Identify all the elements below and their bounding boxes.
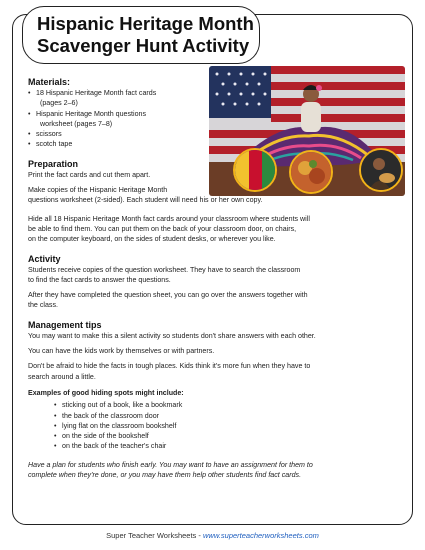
materials-heading: Materials: xyxy=(28,77,71,87)
list-item: • Hispanic Heritage Month questions worksheet (pages 7–8) xyxy=(28,109,400,130)
list-item: • scissors xyxy=(28,129,400,139)
activity-paragraph: After they have completed the question sheet, you can go over the answers together with the class. xyxy=(28,291,308,310)
preparation-paragraph: Hide all 18 Hispanic Heritage Month fact cards around your classroom where students will be able to find them. You can put them on the back of your classroom door, on chairs, on the computer keyboard, on the sides of student desks, or wherever you like. xyxy=(28,214,310,244)
list-item: • sticking out of a book, like a bookmark xyxy=(54,400,400,410)
preparation-paragraph: Make copies of the Hispanic Heritage Month questions worksheet (2-sided). Each student will need his or her own copy. xyxy=(28,186,263,205)
list-item: • 18 Hispanic Heritage Month fact cards (pages 2–6) xyxy=(28,88,400,109)
hiding-spots-list xyxy=(54,400,400,451)
management-tips-heading: Management tips xyxy=(28,319,102,330)
footer-text: Super Teacher Worksheets - xyxy=(106,531,203,540)
closing-note: Have a plan for students who finish early. You may want to have an assignment for them to complete when they're done, or you may have them help other students find fact cards. xyxy=(28,460,313,480)
list-item: • on the back of the teacher's chair xyxy=(54,441,400,451)
list-item: • scotch tape xyxy=(28,139,400,149)
instructions-content xyxy=(28,76,400,480)
examples-heading: Examples of good hiding spots might include: xyxy=(28,388,184,397)
activity-heading: Activity xyxy=(28,253,61,264)
title-box xyxy=(22,6,260,64)
page-title-line-1: Hispanic Heritage Month xyxy=(37,13,254,34)
tips-paragraph: Don't be afraid to hide the facts in tough places. Kids think it's more fun when they have to search around a little. xyxy=(28,362,311,381)
tips-paragraph: You may want to make this a silent activity so students don't share answers with each other. xyxy=(28,331,316,340)
tips-paragraph: You can have the kids work by themselves or with partners. xyxy=(28,347,215,356)
activity-paragraph: Students receive copies of the question worksheet. They have to search the classroom to find the fact cards to answer the questions. xyxy=(28,265,301,284)
page-title-line-2: Scavenger Hunt Activity xyxy=(37,35,250,56)
materials-list xyxy=(28,88,400,150)
list-item: • on the side of the bookshelf xyxy=(54,431,400,441)
list-item: • the back of the classroom door xyxy=(54,411,400,421)
footer xyxy=(0,531,425,540)
preparation-heading: Preparation xyxy=(28,158,79,169)
footer-link[interactable]: www.superteacherworksheets.com xyxy=(202,531,319,540)
preparation-paragraph: Print the fact cards and cut them apart. xyxy=(28,170,151,179)
list-item: • lying flat on the classroom bookshelf xyxy=(54,421,400,431)
